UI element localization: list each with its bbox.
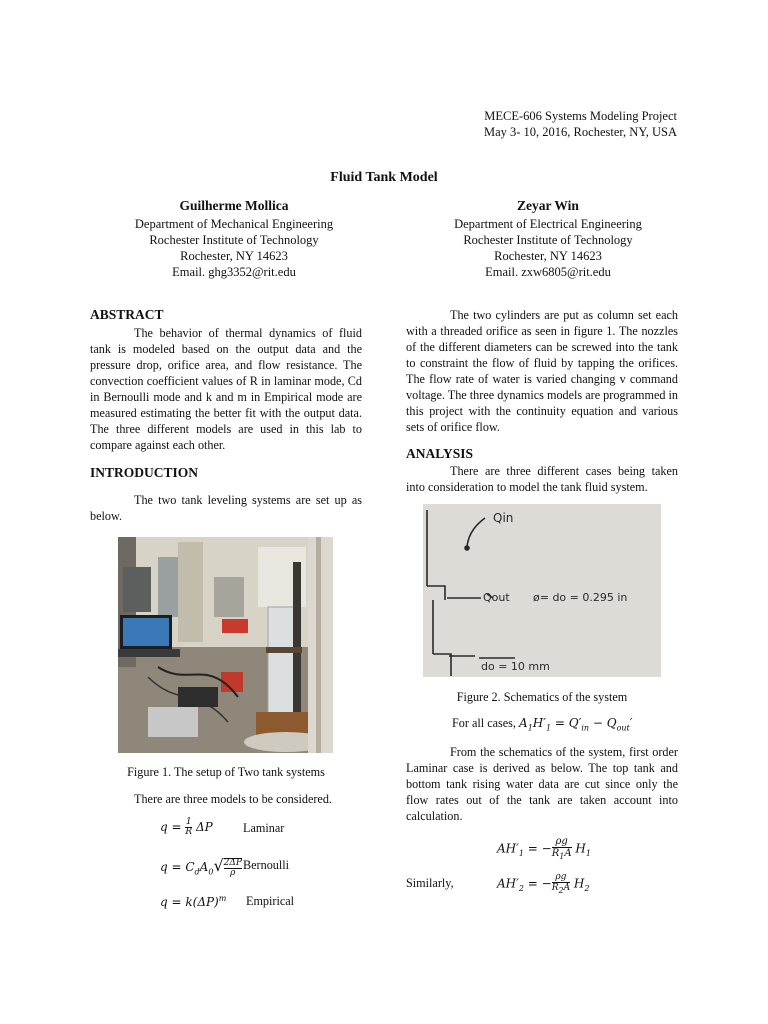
- figure2-schematic: [423, 504, 661, 677]
- all-cases-label: For all cases,: [452, 716, 516, 730]
- equation-laminar-top: $AH'_1$ = − $\frac{\rho g}{R_1A}$ $H_1$: [497, 836, 591, 861]
- author-city: Rochester, NY 14623: [494, 249, 602, 263]
- lab-setup-illustration: [118, 537, 333, 753]
- introduction-text: The two tank leveling systems are set up as below.: [90, 493, 362, 523]
- author-city: Rochester, NY 14623: [180, 249, 288, 263]
- schematic-label-qout: Qout: [483, 591, 510, 604]
- abstract-text: The behavior of thermal dynamics of fluid tank is modeled based on the output data and the pressure drop, orifice area, and flow resistance. The convection coefficient values of R in laminar mode, Cd in Bernoulli mode and k and m in Empirical mode are measured estimating the better fit with the output data. The three different models are used in this lab to compare against each other.: [90, 326, 362, 452]
- all-cases-line: [452, 716, 633, 732]
- author-email: Email. zxw6805@rit.edu: [485, 265, 611, 279]
- author-department: Department of Electrical Engineering: [454, 217, 642, 231]
- body-paragraph-1: The two cylinders are put as column set each with a threaded orifice as seen in figure 1. The nozzles of the different diameters can be screwed into the tank to constraint the flow of fluid by tapping the orifices. The flow rate of water is varied changing v command voltage. The three dynamics models are programmed in this project with the continuity equation and various sets of orifice flow.: [406, 308, 678, 434]
- equation-laminar-bottom: $AH'_2$ = − $\frac{\rho g}{R_2A}$ $H_2$: [497, 872, 590, 895]
- abstract-heading: ABSTRACT: [90, 307, 164, 322]
- analysis-heading: ANALYSIS: [406, 446, 474, 461]
- model-label-bernoulli: Bernoulli: [243, 858, 290, 872]
- model-label-empirical: Empirical: [246, 894, 295, 908]
- equation-empirical: $q = k(\Delta P)^m$: [160, 894, 227, 909]
- schematic-label-d0: ø= do = 0.295 in: [533, 591, 628, 604]
- author-institution: Rochester Institute of Technology: [149, 233, 319, 247]
- model-label-laminar: Laminar: [243, 821, 285, 835]
- equation-bernoulli: $q = C_dA_0√$ $\frac{2\Delta P}{\rho}$: [160, 856, 242, 878]
- author-email: Email. ghg3352@rit.edu: [172, 265, 296, 279]
- similarly-label: Similarly,: [406, 876, 454, 890]
- schematic-label-d1: do = 10 mm: [481, 660, 550, 673]
- figure2-caption: Figure 2. Schematics of the system: [456, 690, 628, 704]
- author-name: Zeyar Win: [517, 198, 579, 213]
- author-block-2: [434, 198, 662, 280]
- introduction-heading: INTRODUCTION: [90, 465, 199, 480]
- author-block-1: [120, 198, 348, 280]
- schematic-label-qin: Qin: [493, 511, 514, 525]
- conference-info: [484, 108, 677, 140]
- author-institution: Rochester Institute of Technology: [463, 233, 633, 247]
- equation-continuity: $A_1H'_1 = Q'_{in} - Q_{out}'$: [519, 716, 633, 733]
- conference-line-2: May 3- 10, 2016, Rochester, NY, USA: [483, 125, 677, 139]
- body-paragraph-2: From the schematics of the system, first order Laminar case is derived as below. The top tank and bottom tank rising water data are cut since only the flow rates out of the tank are taken account into calculation.: [406, 745, 678, 823]
- models-intro: There are three models to be considered.: [134, 792, 332, 806]
- author-department: Department of Mechanical Engineering: [134, 217, 334, 231]
- equation-laminar: q = $\frac{1}{R}$ ΔP: [160, 817, 213, 837]
- figure1-caption: Figure 1. The setup of Two tank systems: [127, 765, 325, 779]
- author-name: Guilherme Mollica: [179, 198, 289, 213]
- figure1-photo: [118, 537, 333, 753]
- paper-title: Fluid Tank Model: [330, 170, 438, 185]
- schematic-drawing: [423, 504, 661, 677]
- conference-line-1: MECE-606 Systems Modeling Project: [484, 109, 677, 123]
- analysis-text: There are three different cases being taken into consideration to model the tank fluid system.: [406, 464, 678, 494]
